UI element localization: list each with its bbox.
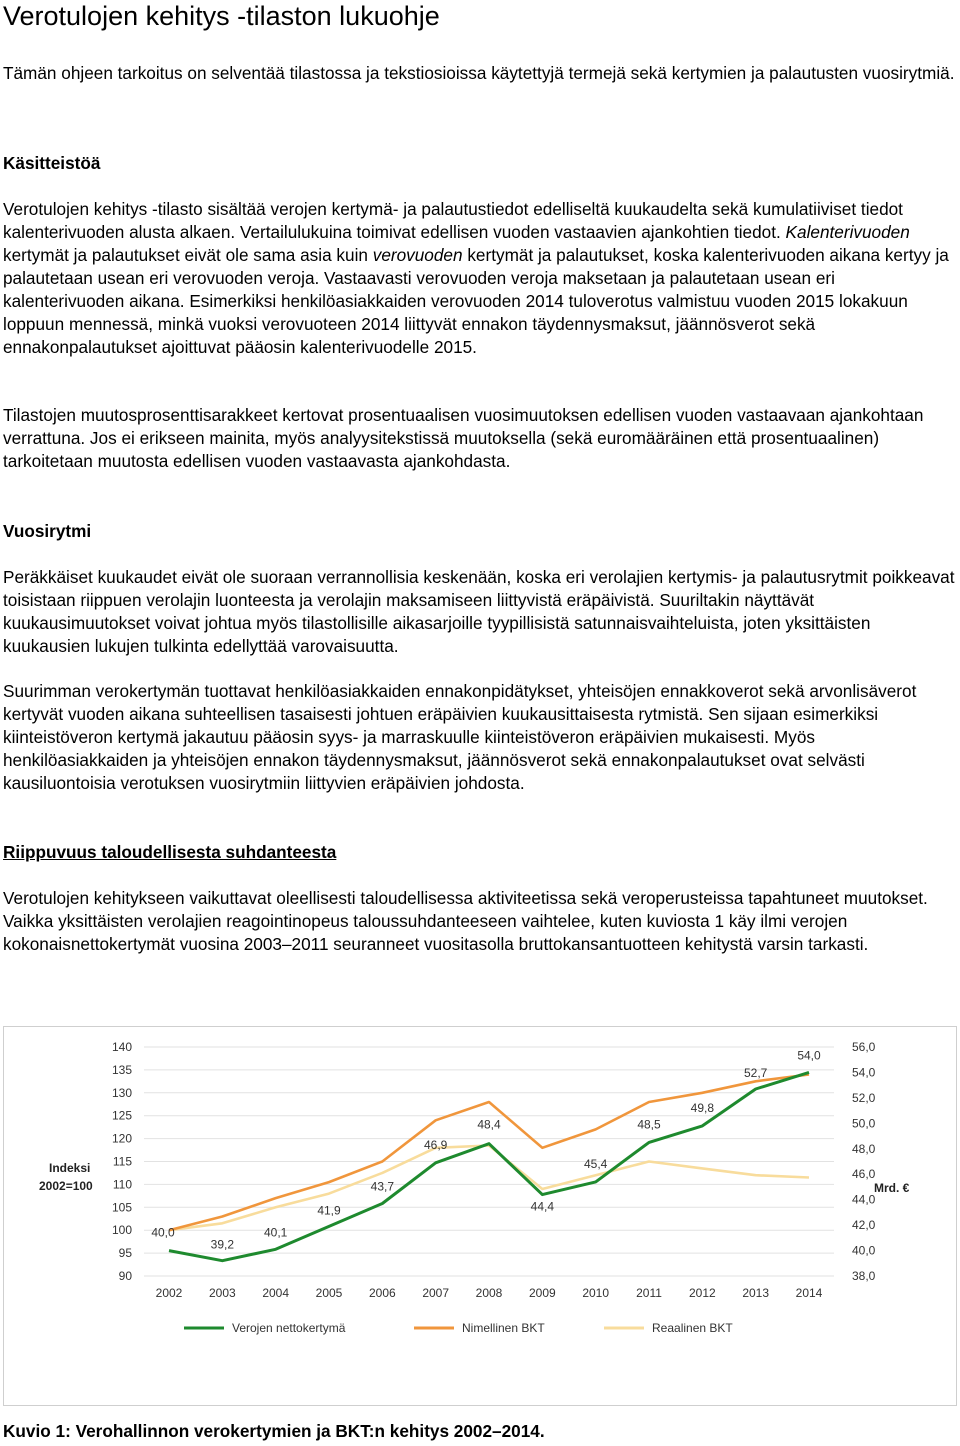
y-tick-label-left: 130 [111,1085,132,1100]
section-heading-kasitteisto: Käsitteistöä [3,153,101,173]
y-tick-label-right: 44,0 [852,1192,876,1207]
y-tick-label-left: 90 [118,1269,132,1283]
x-tick-label: 2012 [688,1286,716,1300]
y-tick-label-right: 42,0 [852,1218,876,1233]
y-tick-label-right: 46,0 [852,1167,876,1182]
y-tick-label-left: 95 [118,1246,132,1261]
y-tick-label-right: 38,0 [852,1269,876,1283]
data-label: 40,1 [263,1225,288,1240]
legend-label: Reaalinen BKT [652,1321,733,1335]
y-tick-label-left: 100 [111,1223,132,1238]
y-axis-title-left-line2: 2002=100 [39,1179,93,1193]
x-tick-label: 2009 [528,1286,556,1300]
x-tick-label: 2002 [155,1286,183,1300]
y-axis-title-left-line1: Indeksi [49,1161,91,1175]
chart-canvas [4,1027,956,1405]
y-tick-label-left: 140 [111,1040,132,1054]
y-tick-label-right: 48,0 [852,1141,876,1156]
data-label: 46,9 [423,1137,448,1152]
y-tick-label-right: 50,0 [852,1116,876,1131]
text-segment: Verotulojen kehitys -tilasto sisältää verojen kertymä- ja palautustiedot edelliseltä kuukaudelta sekä kumulatiiviset tiedot kalenterivuoden alusta alkaen. Vertailulukuina toimivat edellisen vuoden vastaavien ajankohtien tiedot. [3,199,903,242]
section-heading-vuosirytmi: Vuosirytmi [3,521,92,541]
y-tick-label-left: 125 [111,1108,132,1123]
data-label: 48,5 [637,1117,661,1132]
y-tick-label-left: 120 [111,1131,132,1146]
y-tick-label-right: 52,0 [852,1090,876,1105]
section-heading-riippuvuus: Riippuvuus taloudellisesta suhdanteesta [3,842,337,862]
x-tick-label: 2014 [795,1286,823,1300]
intro-paragraph: Tämän ohjeen tarkoitus on selventää tilastossa ja tekstiosioissa käytettyjä termejä sekä kertymien ja palautusten vuosirytmiä. [3,63,955,83]
line-chart [3,1026,957,1406]
y-axis-title-right: Mrd. € [874,1181,910,1195]
y-tick-label-right: 40,0 [852,1243,876,1258]
data-label: 52,7 [743,1065,768,1080]
figure-caption: Kuvio 1: Verohallinnon verokertymien ja BKT:n kehitys 2002–2014. [3,1421,545,1441]
kasitteisto-paragraph-2: Tilastojen muutosprosenttisarakkeet kertovat prosentuaalisen vuosimuutoksen edellisen vuoden vastaavaan ajankohtaan verrattuna. Jos ei erikseen mainita, myös analyysitekstissä muutoksella (sekä euromääräinen että prosentuaalinen) tarkoitetaan muutosta edellisen vuoden vastaavasta ajankohdasta. [3,405,924,471]
y-tick-label-left: 110 [112,1177,132,1192]
legend-label: Verojen nettokertymä [232,1321,346,1335]
vuosirytmi-paragraph-2: Suurimman verokertymän tuottavat henkilöasiakkaiden ennakonpidätykset, yhteisöjen ennakkoverot sekä arvonlisäverot kertyvät vuoden aikana suhteellisen tasaisesti johtuen eräpäivien kuukausittaisesta rytmistä. Sen sijaan esimerkiksi kiinteistöveron kertymä jakautuu pääosin syys- ja marraskuulle kiinteistöveron eräpäivien mukaisesti. Myös henkilöasiakkaiden ja yhteisöjen ennakon täydennysmaksut, jäännösverot sekä ennakonpalautukset ovat selvästi kausiluontoisia verotuksen vuosirytmiin liittyvien eräpäivien johdosta. [3,681,917,793]
data-label: 48,4 [477,1117,501,1132]
page-title: Verotulojen kehitys -tilaston lukuohje [3,1,440,31]
legend-label: Nimellinen BKT [462,1321,545,1335]
data-label: 44,4 [530,1199,555,1214]
data-label: 43,7 [370,1179,395,1194]
vuosirytmi-paragraph-1: Peräkkäiset kuukaudet eivät ole suoraan verrannollisia keskenään, koska eri verolajien kertymis- ja palautusrytmit poikkeavat toisistaan riippuen verolajin luonteesta ja verolajin maksamiseen liittyvistä eräpäivistä. Suuriltakin näyttävät kuukausimuutokset voivat johtua myös tilastollisille aikasarjoille tyypillisistä satunnaisvaihteluista, joten yksittäisten kuukausien lukujen tulkinta edellyttää varovaisuutta. [3,567,955,656]
riippuvuus-paragraph-1: Verotulojen kehitykseen vaikuttavat oleellisesti taloudellisessa aktiviteetissa sekä veroperusteissa tapahtuneet muutokset. Vaikka yksittäisten verolajien reagointinopeus taloussuhdanteeseen vaihtelee, kuten kuviosta 1 käy ilmi verojen kokonaisnettokertymät vuosina 2003–2011 seuranneet vuositasolla bruttokansantuotteen kehitystä varsin tarkasti. [3,888,928,954]
x-tick-label: 2006 [368,1286,396,1300]
x-tick-label: 2011 [636,1286,662,1300]
data-label: 54,0 [797,1048,821,1063]
y-tick-label-right: 56,0 [852,1040,876,1054]
series-line-2 [169,1146,809,1231]
emphasis-kalenterivuoden: Kalenterivuoden [785,222,910,242]
data-label: 39,2 [210,1237,235,1252]
y-tick-label-right: 54,0 [852,1065,876,1080]
data-label: 49,8 [690,1100,715,1115]
x-tick-label: 2013 [742,1286,770,1300]
x-tick-label: 2003 [208,1286,236,1300]
data-label: 45,4 [583,1156,608,1171]
y-tick-label-left: 105 [111,1200,132,1215]
text-segment: kertymät ja palautukset eivät ole sama asia kuin [3,245,373,265]
data-label: 40,0 [151,1225,175,1240]
data-label: 41,9 [317,1203,341,1218]
y-tick-label-left: 115 [112,1154,132,1169]
x-tick-label: 2004 [262,1286,290,1300]
kasitteisto-paragraph-1 [3,198,955,359]
x-tick-label: 2005 [315,1286,343,1300]
x-tick-label: 2007 [422,1286,450,1300]
text-segment: kertymät ja palautukset, koska kalenterivuoden aikana kertyy ja palautetaan usean eri verovuoden veroja. Vastaavasti verovuoden veroja maksetaan ja palautetaan usean eri kalenterivuoden aikana. Esimerkiksi henkilöasiakkaiden verovuoden 2014 tuloverotus valmistuu vuoden 2015 lokakuun loppuun mennessä, minkä vuoksi verovuoteen 2014 liittyvät ennakon täydennysmaksut, jäännösverot sekä ennakonpalautukset ajoittuvat pääosin kalenterivuodelle 2015. [3,245,949,357]
emphasis-verovuoden: verovuoden [372,245,463,265]
y-tick-label-left: 135 [111,1062,132,1077]
x-tick-label: 2010 [582,1286,610,1300]
x-tick-label: 2008 [475,1286,503,1300]
